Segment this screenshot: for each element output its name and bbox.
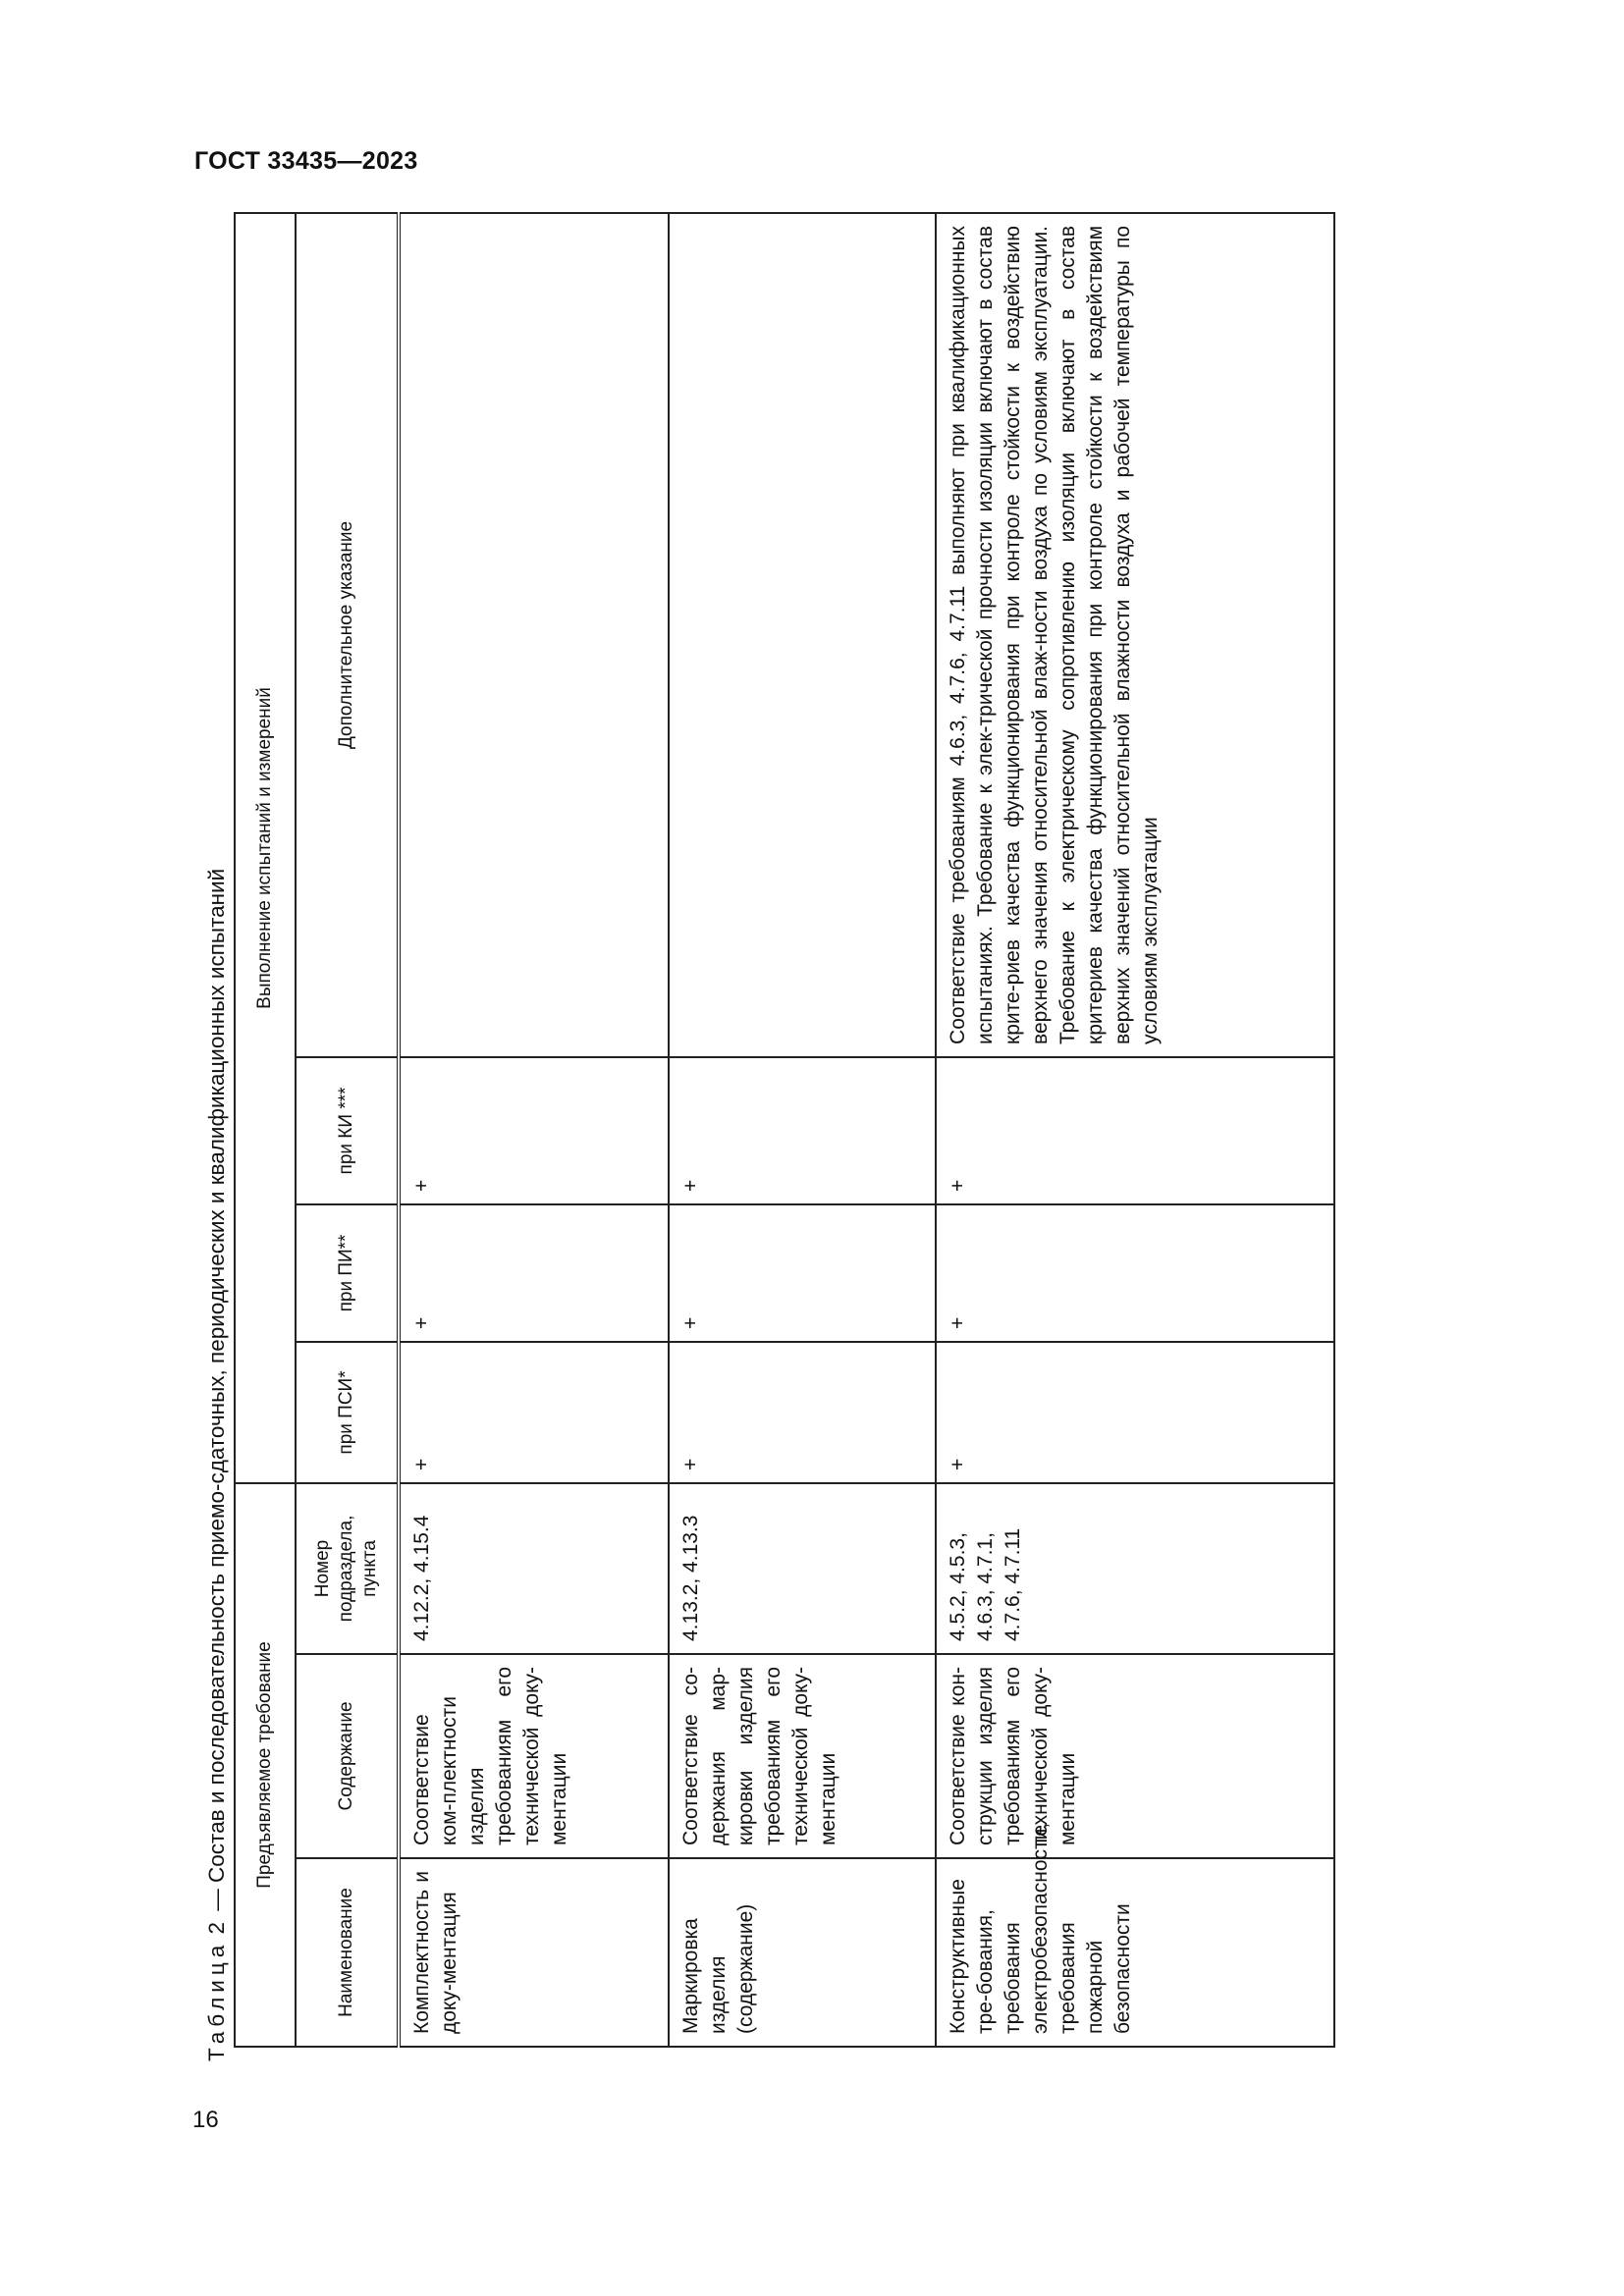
row-note: Соответствие требованиям 4.6.3, 4.7.6, 4.7.11 выполняют при квалификационных испытаниях. Требование к элек-трической прочности изоляции включают в состав крите-риев качества функционирования при контроле стойкости к воздействию верхнего значения относительной влаж-ности воздуха по условиям эксплуатации. Требование к электрическому сопротивлению изоляции включают в состав критериев качества функционирования при контроле стойкости к воздействиям верхних значений относительной влажности воздуха и рабочей температуры по условиям эксплуатации [936, 213, 1334, 1057]
row-pi: + [669, 1204, 936, 1342]
caption-label: Таблица [204, 1940, 229, 2061]
col-header-note: Дополнительное указание [296, 213, 399, 1057]
page-number: 16 [192, 2107, 219, 2133]
row-ki: + [936, 1057, 1334, 1204]
col-header-ki: при КИ *** [296, 1057, 399, 1204]
row-clause: 4.5.2, 4.5.3, 4.6.3, 4.7.1, 4.7.6, 4.7.11 [936, 1483, 1334, 1654]
row-pi: + [936, 1204, 1334, 1342]
table-row [936, 213, 1334, 2047]
row-note [669, 213, 936, 1057]
row-psi: + [669, 1342, 936, 1483]
caption-number: 2 [204, 1916, 229, 1935]
requirements-table [234, 212, 1335, 2048]
row-note [399, 213, 669, 1057]
table-caption [204, 869, 230, 2061]
document-header: ГОСТ 33435—2023 [194, 147, 418, 175]
row-clause: 4.12.2, 4.15.4 [399, 1483, 669, 1654]
col-header-name: Наименование [296, 1858, 399, 2047]
row-name: Комплектность и доку-ментация [399, 1858, 669, 2047]
row-pi: + [399, 1204, 669, 1342]
row-psi: + [399, 1342, 669, 1483]
group-header-execution: Выполнение испытаний и измерений [235, 213, 296, 1483]
row-ki: + [669, 1057, 936, 1204]
row-psi: + [936, 1342, 1334, 1483]
row-content: Соответствие кон-струкции изделия требованиям его технической доку-ментации [936, 1654, 1334, 1858]
col-header-content: Содержание [296, 1654, 399, 1858]
col-header-pi: при ПИ** [296, 1204, 399, 1342]
row-name: Конструктивные тре-бования, требования электробезопасности, требования пожарной безопасности [936, 1858, 1334, 2047]
row-ki: + [399, 1057, 669, 1204]
row-content: Соответствие ком-плектности изделия требованиям его технической доку-ментации [399, 1654, 669, 1858]
caption-text: — Состав и последовательность приемо-сдаточных, периодических и квалификационных испытаний [204, 868, 229, 1911]
col-header-clause: Номер подраздела, пункта [296, 1483, 399, 1654]
group-header-row [235, 213, 296, 2047]
group-header-requirement: Предъявляемое требование [235, 1483, 296, 2047]
row-content: Соответствие со-держания мар-кировки изделия требованиям его технической доку-ментации [669, 1654, 936, 1858]
table-row [669, 213, 936, 2047]
row-name: Маркировка изделия (содержание) [669, 1858, 936, 2047]
table-row [399, 213, 669, 2047]
row-clause: 4.13.2, 4.13.3 [669, 1483, 936, 1654]
column-header-row [296, 213, 399, 2047]
col-header-psi: при ПСИ* [296, 1342, 399, 1483]
